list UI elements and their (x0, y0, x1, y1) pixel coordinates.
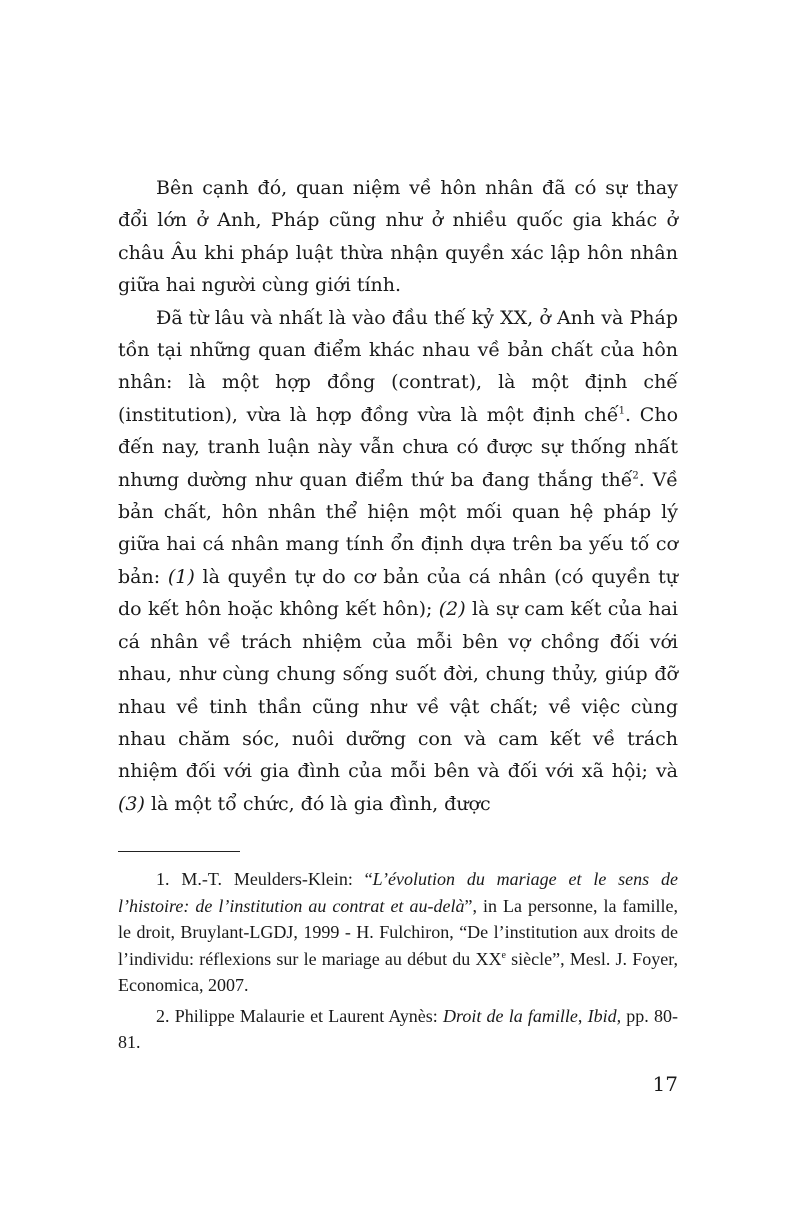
list-marker-2: (2) (438, 598, 466, 621)
page-number: 17 (652, 1072, 678, 1096)
paragraph-2 (118, 302, 678, 821)
paragraph-2-text: là quyền tự do cơ bản của cá nhân (có quyền tự do kết hôn hoặc không kết hôn); (118, 565, 679, 621)
footnote-1 (118, 866, 678, 999)
paragraph-2-text: Đã từ lâu và nhất là vào đầu thế kỷ XX, ở Anh và Pháp tồn tại những quan điểm khác nhau về bản chất của hôn nhân: là một hợp đồng (contrat), là một định chế (institution), vừa là hợp đồng vừa là một định chế (118, 306, 678, 426)
footnote-1-text: ”, in La personne, la famille, le droit, Bruylant-LGDJ, 1999 - H. Fulchiron, “De l’institution aux droits de l’individu: réflexions sur le mariage au début du XX (118, 895, 678, 969)
paragraph-2-text: là sự cam kết của hai cá nhân về trách nhiệm của mỗi bên vợ chồng đối với nhau, như cùng chung sống suốt đời, chung thủy, giúp đỡ nhau về tinh thần cũng như về vật chất; về việc cùng nhau chăm sóc, nuôi dưỡng con và cam kết về trách nhiệm đối với gia đình của mỗi bên và đối với xã hội; và (118, 598, 678, 783)
footnote-1-text: 1. M.-T. Meulders-Klein: “ (156, 869, 373, 889)
paragraph-2-text: là một tổ chức, đó là gia đình, được (144, 792, 491, 815)
body-text (118, 172, 678, 820)
footnote-2-text: 2. Philippe Malaurie et Laurent Aynès: (156, 1005, 443, 1026)
paragraph-1: Bên cạnh đó, quan niệm về hôn nhân đã có sự thay đổi lớn ở Anh, Pháp cũng như ở nhiều quốc gia khác ở châu Âu khi pháp luật thừa nhận quyền xác lập hôn nhân giữa hai người cùng giới tính. (118, 177, 678, 297)
footnote-1-text: siècle”, Mesl. J. Foyer, Economica, 2007. (118, 948, 678, 995)
footnote-separator (118, 851, 240, 852)
footnote-1-superscript: e (501, 949, 506, 961)
footnote-2-text: pp. 80-81. (118, 1005, 679, 1052)
footnote-2-text: , (577, 1005, 588, 1026)
footnote-1-title: L’évolution du mariage et le sens de l’histoire: de l’institution au contrat et au-delà (118, 869, 678, 916)
footnote-2-title: Droit de la famille (442, 1005, 578, 1026)
footnote-2 (118, 1003, 678, 1056)
footnote-ref-1: 1 (618, 405, 625, 417)
footnote-2-ibid: Ibid, (587, 1005, 622, 1026)
list-marker-3: (3) (118, 792, 145, 815)
footnotes (118, 866, 678, 1056)
footnote-ref-2: 2 (632, 470, 639, 482)
paragraph-2-text: . Về bản chất, hôn nhân thể hiện một mối quan hệ pháp lý giữa hai cá nhân mang tính ổn định dựa trên ba yếu tố cơ bản: (118, 468, 678, 588)
paragraph-2-text: . Cho đến nay, tranh luận này vẫn chưa có được sự thống nhất nhưng dường như quan điểm thứ ba đang thắng thế (118, 403, 679, 491)
list-marker-1: (1) (167, 565, 195, 588)
